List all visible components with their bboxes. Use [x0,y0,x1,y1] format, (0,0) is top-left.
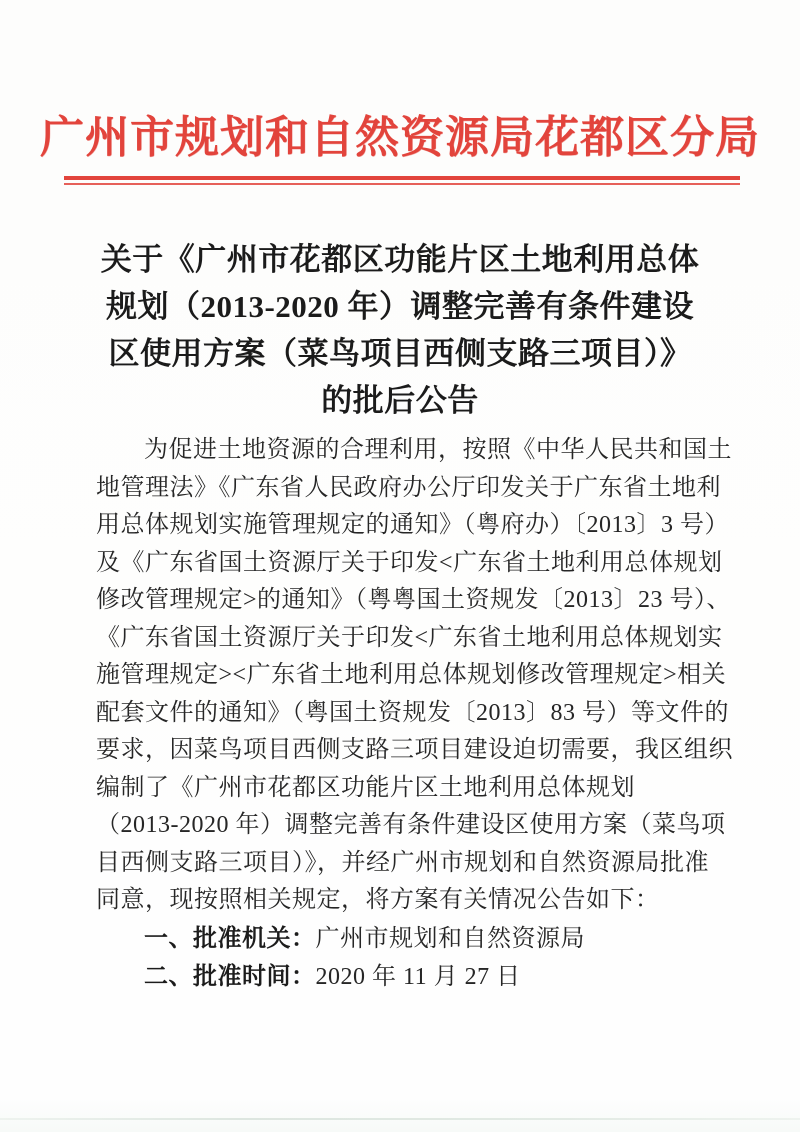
approval-item-date [96,958,740,997]
approval-date-label: 二、批准时间： [144,963,316,990]
announcement-body [96,432,740,997]
divider-thin-line [64,183,740,185]
document-title-line: 区使用方案（菜鸟项目西侧支路三项目）》 [108,336,692,371]
body-line: 编制了《广州市花都区功能片区土地利用总体规划 [96,774,635,801]
red-divider [64,176,740,185]
divider-thick-line [64,176,740,180]
agency-header: 广州市规划和自然资源局花都区分局 [40,113,760,162]
body-line: 要求，因菜鸟项目西侧支路三项目建设迫切需要，我区组织 [96,737,733,763]
body-line: 及《广东省国土资源厅关于印发<广东省土地利用总体规划 [96,549,723,576]
body-paragraph [96,432,740,920]
body-line: 目西侧支路三项目）》，并经广州市规划和自然资源局批准 [96,849,709,876]
body-line: 《广东省国土资源厅关于印发<广东省土地利用总体规划实 [96,624,723,651]
body-line: 修改管理规定>的通知》（粤粤国土资规发〔2013〕23 号）、 [96,587,732,613]
document-title [60,236,740,424]
body-line: 为促进土地资源的合理利用，按照《中华人民共和国土 [144,437,732,463]
document-title-line: 关于《广州市花都区功能片区土地利用总体 [100,242,700,277]
body-line: 施管理规定><广东省土地利用总体规划修改管理规定>相关 [96,662,727,688]
approval-authority-label: 一、批准机关： [144,924,316,952]
scan-edge-artifact [0,1118,800,1120]
body-line: 同意，现按照相关规定，将方案有关情况公告如下： [96,887,660,913]
approval-authority-value: 广州市规划和自然资源局 [315,925,585,952]
approval-item-authority [96,920,740,959]
body-line: 用总体规划实施管理规定的通知》（粤府办）〔2013〕3 号） [96,512,729,538]
document-title-line: 的批后公告 [321,383,479,418]
body-line: （2013-2020 年）调整完善有条件建设区使用方案（菜鸟项 [96,812,726,838]
body-line: 配套文件的通知》（粤国土资规发〔2013〕83 号）等文件的 [96,699,729,726]
body-line: 地管理法》《广东省人民政府办公厅印发关于广东省土地利 [96,474,721,501]
document-title-line: 规划（2013-2020 年）调整完善有条件建设 [105,289,695,324]
approval-date-value: 2020 年 11 月 27 日 [315,964,521,990]
